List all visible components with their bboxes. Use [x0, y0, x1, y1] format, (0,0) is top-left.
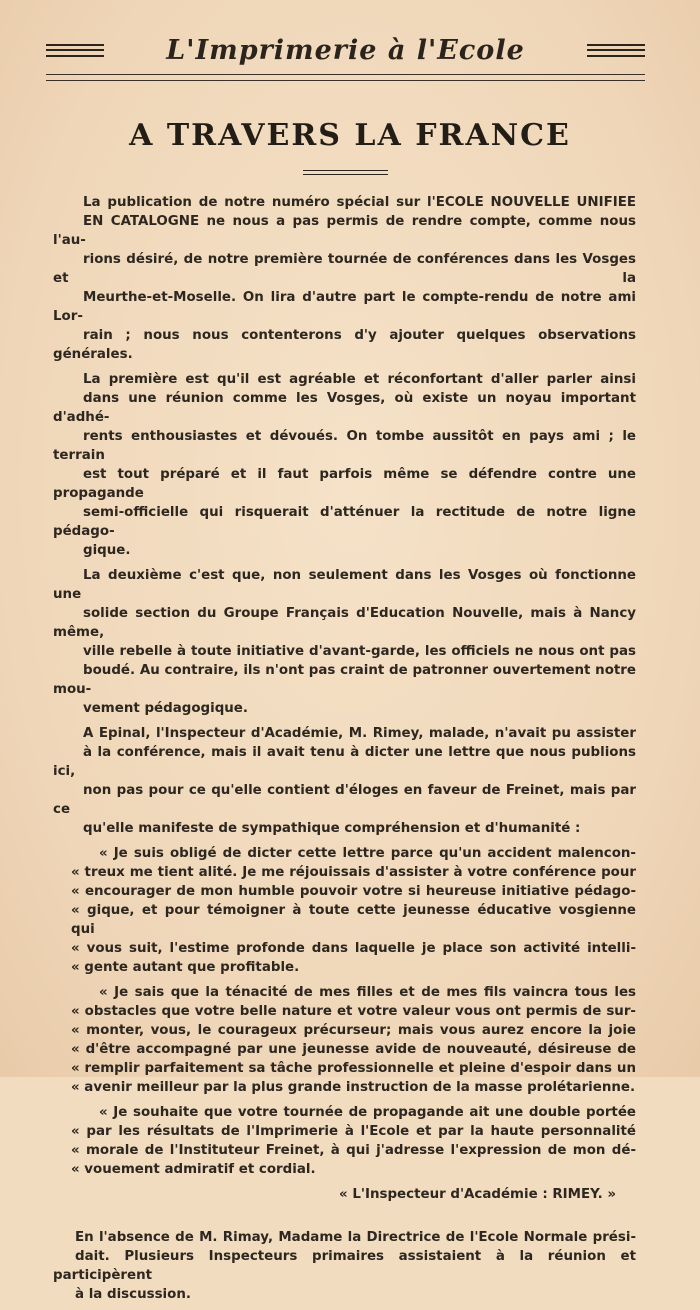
- text-line: à la discussion.: [75, 1287, 191, 1302]
- closing-paragraph: [53, 1228, 636, 1304]
- text-line: « Je souhaite que votre tournée de propagande ait une double portée: [99, 1105, 636, 1120]
- paragraph: [53, 370, 636, 560]
- text-line: rents enthousiastes et dévoués. On tombe aussitôt en pays ami ; le terrain: [53, 429, 636, 463]
- text-line: « Je sais que la ténacité de mes filles et de mes fils vaincra tous les: [99, 985, 636, 1000]
- text-line: rain ; nous nous contenterons d'y ajouter quelques observations générales.: [53, 328, 636, 362]
- journal-title: L'Imprimerie à l'Ecole: [166, 34, 525, 66]
- text-line: vement pédagogique.: [83, 701, 248, 716]
- text-line: semi-officielle qui risquerait d'atténuer la rectitude de notre ligne pédago-: [53, 505, 636, 539]
- text-line: dans une réunion comme les Vosges, où existe un noyau important d'adhé-: [53, 391, 636, 425]
- text-line: La première est qu'il est agréable et réconfortant d'aller parler ainsi: [83, 372, 636, 387]
- masthead: [46, 30, 645, 70]
- left-ornament-lines: [46, 44, 104, 57]
- masthead-rule: [46, 74, 645, 81]
- text-line: La deuxième c'est que, non seulement dans les Vosges où fonctionne une: [53, 568, 636, 602]
- text-line: non pas pour ce qu'elle contient d'éloges en faveur de Freinet, mais par ce: [53, 783, 636, 817]
- letter-quote: [53, 983, 636, 1097]
- text-line: « monter, vous, le courageux précurseur; mais vous aurez encore la joie: [71, 1023, 636, 1038]
- text-line: « gente autant que profitable.: [71, 960, 300, 975]
- text-line: « remplir parfaitement sa tâche professionnelle et pleine d'espoir dans un: [71, 1061, 636, 1076]
- paragraph: [53, 566, 636, 718]
- text-line: à la conférence, mais il avait tenu à dicter une lettre que nous publions ici,: [53, 745, 636, 779]
- text-line: La publication de notre numéro spécial sur l'ECOLE NOUVELLE UNIFIEE: [83, 195, 636, 210]
- right-ornament-lines: [587, 44, 645, 57]
- paragraph: [53, 724, 636, 838]
- text-line: « morale de l'Instituteur Freinet, à qui j'adresse l'expression de mon dé-: [71, 1143, 636, 1158]
- article-body: [53, 193, 636, 1310]
- text-line: qu'elle manifeste de sympathique compréhension et d'humanité :: [83, 821, 581, 836]
- text-line: « vouement admiratif et cordial.: [71, 1162, 316, 1177]
- letter-quote: [53, 844, 636, 977]
- text-line: « Je suis obligé de dicter cette lettre parce qu'un accident malencon-: [99, 846, 636, 861]
- text-line: A Epinal, l'Inspecteur d'Académie, M. Rimey, malade, n'avait pu assister: [83, 726, 636, 741]
- text-line: « d'être accompagné par une jeunesse avide de nouveauté, désireuse de: [71, 1042, 636, 1057]
- text-line: solide section du Groupe Français d'Education Nouvelle, mais à Nancy même,: [53, 606, 636, 640]
- text-line: « obstacles que votre belle nature et votre valeur vous ont permis de sur-: [71, 1004, 636, 1019]
- article-title: A TRAVERS LA FRANCE: [129, 118, 571, 153]
- paragraph: [53, 193, 636, 364]
- text-line: « encourager de mon humble pouvoir votre si heureuse initiative pédago-: [71, 884, 636, 899]
- text-line: rions désiré, de notre première tournée de conférences dans les Vosges et la: [53, 252, 636, 286]
- text-line: Meurthe-et-Moselle. On lira d'autre part le compte-rendu de notre ami Lor-: [53, 290, 636, 324]
- text-line: « gique, et pour témoigner à toute cette jeunesse éducative vosgienne qui: [71, 903, 636, 937]
- text-line: « par les résultats de l'Imprimerie à l'Ecole et par la haute personnalité: [71, 1124, 636, 1139]
- text-line: gique.: [83, 543, 131, 558]
- title-underline: [303, 170, 388, 175]
- text-line: est tout préparé et il faut parfois même se défendre contre une propagande: [53, 467, 636, 501]
- text-line: « avenir meilleur par la plus grande instruction de la masse prolétarienne.: [71, 1080, 636, 1095]
- text-line: EN CATALOGNE ne nous a pas permis de rendre compte, comme nous l'au-: [53, 214, 636, 248]
- text-line: dait. Plusieurs Inspecteurs primaires assistaient à la réunion et participèrent: [53, 1249, 636, 1283]
- letter-signature: « L'Inspecteur d'Académie : RIMEY. »: [339, 1187, 616, 1202]
- text-line: En l'absence de M. Rimay, Madame la Directrice de l'Ecole Normale prési-: [75, 1230, 636, 1245]
- text-line: ville rebelle à toute initiative d'avant-garde, les officiels ne nous ont pas: [83, 644, 636, 659]
- text-line: boudé. Au contraire, ils n'ont pas craint de patronner ouvertement notre mou-: [53, 663, 636, 697]
- letter-quote: [53, 1103, 636, 1179]
- text-line: « treux me tient alité. Je me réjouissais d'assister à votre conférence pour: [71, 865, 636, 880]
- text-line: « vous suit, l'estime profonde dans laquelle je place son activité intelli-: [71, 941, 636, 956]
